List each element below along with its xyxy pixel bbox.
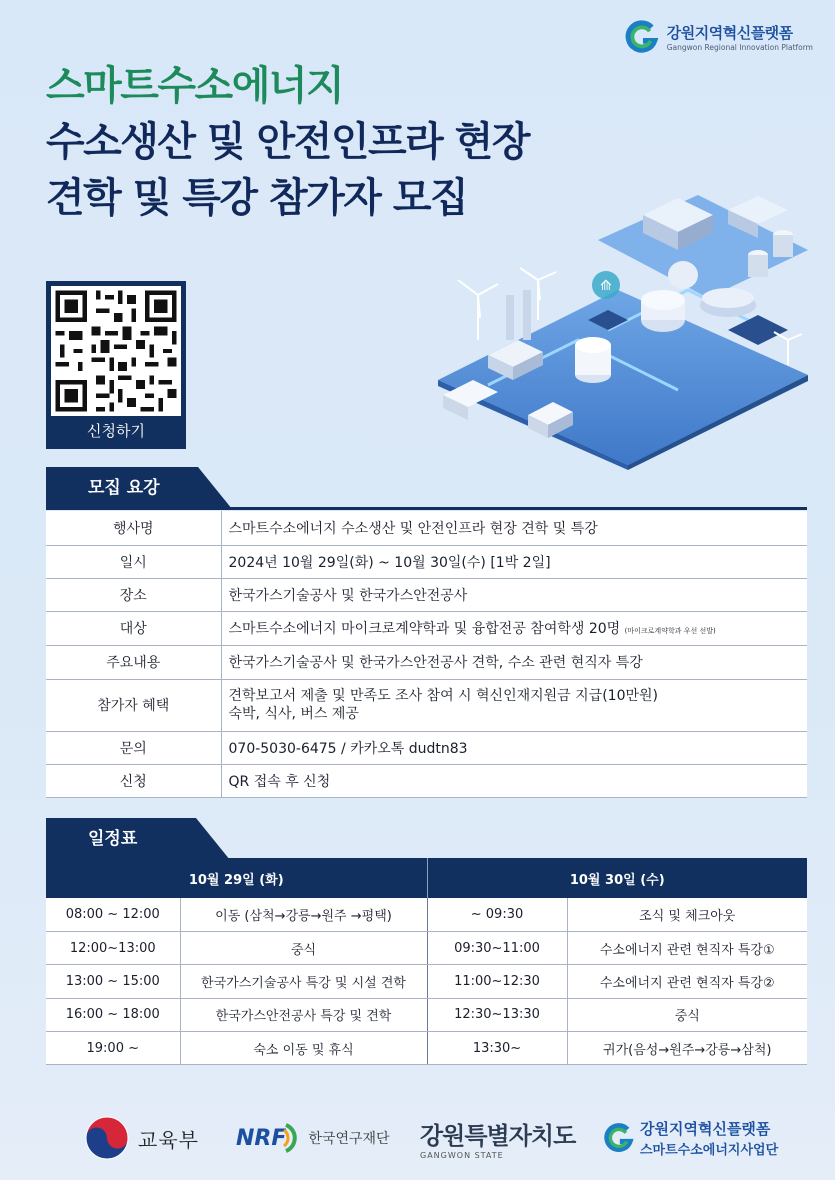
gangwon-logo (420, 1110, 575, 1166)
info-key: 일시 (46, 545, 221, 578)
nrf-mark: NRF (236, 1125, 287, 1151)
svg-text:⟰: ⟰ (600, 278, 612, 294)
info-key: 행사명 (46, 511, 221, 545)
schedule-day2-header: 10월 30일 (수) (427, 858, 807, 898)
day1-activity: 한국가스안전공사 특강 및 견학 (180, 998, 427, 1031)
day2-time: 11:00~12:30 (427, 965, 567, 998)
info-key: 신청 (46, 764, 221, 797)
info-key: 주요내용 (46, 645, 221, 679)
info-row (46, 731, 807, 764)
qr-apply-label[interactable]: 신청하기 (87, 422, 145, 440)
info-value: 견학보고서 제출 및 만족도 조사 참여 시 혁신인재지원금 지급(10만원) (228, 688, 658, 704)
platform-g-logo-icon (623, 18, 661, 56)
info-value: 한국가스기술공사 및 한국가스안전공사 (221, 578, 807, 611)
day1-time: 12:00~13:00 (46, 931, 180, 964)
nrf-circle-icon (282, 1121, 304, 1155)
day2-activity: 수소에너지 관련 현직자 특강① (567, 931, 807, 964)
day2-time: 09:30~11:00 (427, 931, 567, 964)
info-value: 스마트수소에너지 마이크로계약학과 및 융합전공 참여학생 20명 (228, 621, 621, 637)
gangwon-label: 강원특별자치도 (420, 1122, 576, 1150)
nrf-logo (236, 1110, 390, 1166)
title-line-2: 수소생산 및 안전인프라 현장 (46, 119, 529, 165)
info-value-cell (221, 611, 807, 645)
day1-activity: 한국가스기술공사 특강 및 시설 견학 (180, 965, 427, 998)
platform-footer-label: 강원지역혁신플랫폼 (640, 1120, 771, 1138)
info-value: 한국가스기술공사 및 한국가스안전공사 견학, 수소 관련 현직자 특강 (221, 645, 807, 679)
day2-activity: 중식 (567, 998, 807, 1031)
qr-apply-box[interactable] (46, 281, 186, 449)
schedule-row (46, 931, 807, 964)
info-row (46, 611, 807, 645)
info-key: 장소 (46, 578, 221, 611)
schedule-day1-header: 10월 29일 (화) (46, 858, 427, 898)
schedule-row (46, 965, 807, 998)
schedule-row (46, 898, 807, 931)
info-row (46, 545, 807, 578)
gangwon-en-label: GANGWON STATE (420, 1151, 504, 1160)
info-key: 문의 (46, 731, 221, 764)
nrf-label: 한국연구재단 (308, 1131, 390, 1147)
footer-logos (0, 1110, 835, 1170)
platform-footer-logo (602, 1110, 778, 1166)
info-row (46, 764, 807, 797)
info-value: 스마트수소에너지 수소생산 및 안전인프라 현장 견학 및 특강 (221, 511, 807, 545)
platform-logo-en: Gangwon Regional Innovation Platform (666, 43, 813, 52)
info-value-cell (221, 679, 807, 731)
title-line-3: 견학 및 특강 참가자 모집 (46, 175, 468, 221)
day1-activity: 중식 (180, 931, 427, 964)
info-key: 참가자 혜택 (46, 679, 221, 731)
recruit-table (46, 511, 807, 798)
schedule-row (46, 1032, 807, 1065)
info-value: QR 접속 후 신청 (221, 764, 807, 797)
day2-activity: 수소에너지 관련 현직자 특강② (567, 965, 807, 998)
taegeuk-icon (84, 1115, 130, 1161)
day1-time: 16:00 ~ 18:00 (46, 998, 180, 1031)
platform-footer-sub: 스마트수소에너지사업단 (640, 1143, 779, 1158)
info-value: 2024년 10월 29일(화) ~ 10월 30일(수) [1박 2일] (221, 545, 807, 578)
recruit-tab: 모집 요강 (46, 467, 198, 509)
title-line-1: 스마트수소에너지 (46, 63, 344, 109)
info-row (46, 645, 807, 679)
day1-activity: 숙소 이동 및 휴식 (180, 1032, 427, 1065)
schedule-tab: 일정표 (46, 818, 196, 860)
day2-time: ~ 09:30 (427, 898, 567, 931)
day2-time: 13:30~ (427, 1032, 567, 1065)
moe-label: 교육부 (138, 1127, 199, 1152)
platform-logo (623, 18, 813, 56)
day1-activity: 이동 (삼척→강릉→원주 →평택) (180, 898, 427, 931)
info-value-2: 숙박, 식사, 버스 제공 (228, 706, 359, 722)
day2-activity: 조식 및 체크아웃 (567, 898, 807, 931)
info-key: 대상 (46, 611, 221, 645)
platform-logo-kr: 강원지역혁신플랫폼 (666, 24, 793, 42)
platform-g-logo-icon (602, 1121, 636, 1155)
qr-code[interactable] (51, 286, 181, 416)
recruit-tab-line (46, 507, 807, 510)
info-row (46, 578, 807, 611)
day1-time: 08:00 ~ 12:00 (46, 898, 180, 931)
info-value: 070-5030-6475 / 카카오톡 dudtn83 (221, 731, 807, 764)
schedule-table (46, 858, 807, 1065)
info-row (46, 511, 807, 545)
day2-time: 12:30~13:30 (427, 998, 567, 1031)
day1-time: 19:00 ~ (46, 1032, 180, 1065)
day2-activity: 귀가(음성→원주→강릉→삼척) (567, 1032, 807, 1065)
moe-logo (84, 1110, 199, 1166)
day1-time: 13:00 ~ 15:00 (46, 965, 180, 998)
info-note: (마이크로계약학과 우선 선발) (624, 627, 716, 635)
info-row (46, 679, 807, 731)
hydrogen-facility-illustration (428, 180, 818, 470)
schedule-row (46, 998, 807, 1031)
